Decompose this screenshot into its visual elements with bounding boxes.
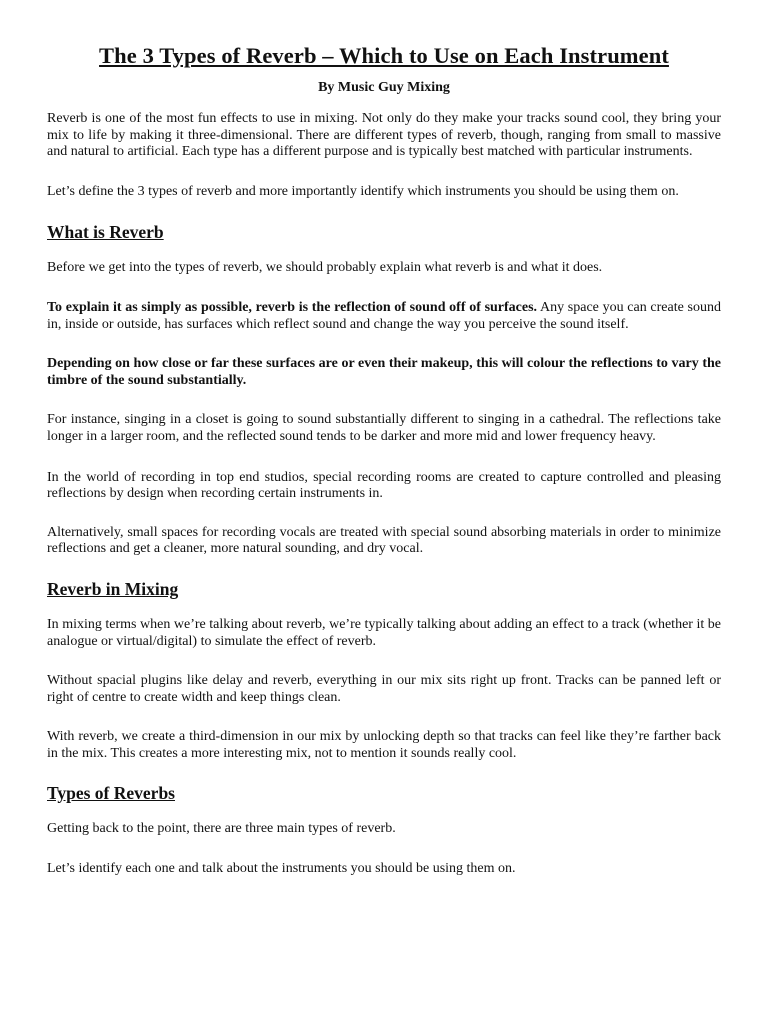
intro-paragraph-1: Reverb is one of the most fun effects to use in mixing. Not only do they make your tracks sound cool, they bring your mix to life by making it three-dimensional. There are different types of reverb, though, ranging from small to massive and natural to artificial. Each type has a different purpose and is typically best matched with particular instruments. xyxy=(47,111,721,160)
what-is-reverb-paragraph-2 xyxy=(47,300,721,333)
what-is-reverb-paragraph-5: In the world of recording in top end studios, special recording rooms are created to capture controlled and pleasing reflections by design when recording certain instruments in. xyxy=(47,469,721,502)
section-heading-what-is-reverb: What is Reverb xyxy=(47,222,164,243)
document-byline: By Music Guy Mixing xyxy=(318,80,450,95)
reverb-in-mixing-paragraph-2: Without spacial plugins like delay and reverb, everything in our mix sits right up front. Tracks can be panned left or right of centre to create width and keep things clean. xyxy=(47,673,721,705)
types-of-reverbs-paragraph-2: Let’s identify each one and talk about the instruments you should be using them on. xyxy=(47,861,516,877)
what-is-reverb-paragraph-4: For instance, singing in a closet is going to sound substantially different to singing in a cathedral. The reflections take longer in a larger room, and the reflected sound tends to be darker and more mid and lower frequency heavy. xyxy=(47,412,721,444)
reverb-in-mixing-paragraph-1: In mixing terms when we’re talking about reverb, we’re typically talking about adding an effect to a track (whether it be analogue or virtual/digital) to simulate the effect of reverb. xyxy=(47,616,721,649)
types-of-reverbs-paragraph-1: Getting back to the point, there are three main types of reverb. xyxy=(47,821,396,837)
what-is-reverb-paragraph-1: Before we get into the types of reverb, we should probably explain what reverb is and what it does. xyxy=(47,260,603,276)
what-is-reverb-paragraph-6: Alternatively, small spaces for recording vocals are treated with special sound absorbing materials in order to minimize reflections and get a cleaner, more natural sounding, and dry vocal. xyxy=(47,524,721,557)
intro-paragraph-2: Let’s define the 3 types of reverb and more importantly identify which instruments you should be using them on. xyxy=(47,183,679,199)
section-heading-types-of-reverbs: Types of Reverbs xyxy=(47,783,175,804)
what-is-reverb-paragraph-2-rest: Any space you can create sound in, inside or outside, has surfaces which reflect sound and change the way you perceive the sound itself. xyxy=(47,299,721,332)
what-is-reverb-paragraph-2-bold: To explain it as simply as possible, reverb is the reflection of sound off of surfaces. xyxy=(47,299,538,315)
reverb-in-mixing-paragraph-3: With reverb, we create a third-dimension in our mix by unlocking depth so that tracks can feel like they’re farther back in the mix. This creates a more interesting mix, not to mention it sounds really cool. xyxy=(47,729,721,761)
what-is-reverb-paragraph-3: Depending on how close or far these surfaces are or even their makeup, this will colour the reflections to vary the timbre of the sound substantially. xyxy=(47,356,721,388)
document-title: The 3 Types of Reverb – Which to Use on Each Instrument xyxy=(99,43,669,68)
section-heading-reverb-in-mixing: Reverb in Mixing xyxy=(47,578,179,599)
